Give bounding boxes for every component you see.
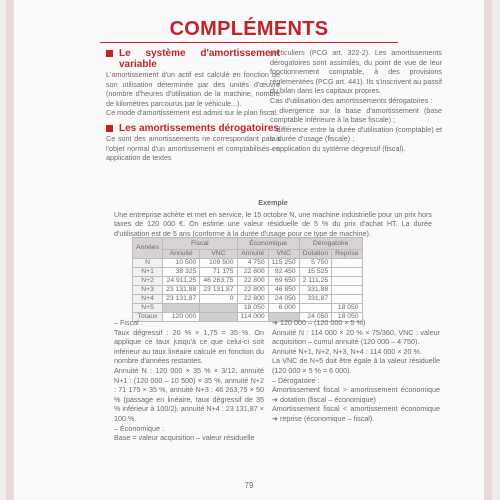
page-title: COMPLÉMENTS — [169, 18, 329, 40]
table-subheader: Annuité — [237, 250, 268, 259]
table-cell: 120 000 — [163, 313, 200, 322]
table-subheader: VNC — [200, 250, 237, 259]
bottom-left-column — [114, 318, 264, 443]
table-cell: 15 525 — [299, 268, 331, 277]
table-cell: N — [133, 259, 163, 268]
table-header-economique: Économique — [237, 238, 299, 250]
right-column — [270, 48, 442, 154]
table-cell: 5 750 — [299, 259, 331, 268]
bottom-left-line: Taux dégressif : 20 % × 1,75 = 35 %. On applique ce taux jusqu'à ce que celui-ci soit inférieur au taux linéaire calculé en fonction du nombre d'années restantes. — [114, 327, 264, 366]
table-cell: 2 111,25 — [299, 277, 331, 286]
bottom-left-line: – Économique : — [114, 423, 164, 433]
table-cell: 22 800 — [237, 268, 268, 277]
table-cell: 109 500 — [200, 259, 237, 268]
table-cell: 18 050 — [332, 304, 362, 313]
table-row — [133, 304, 363, 313]
table-cell: 71 175 — [200, 268, 237, 277]
bottom-right-line: Annuité N+1, N+2, N+3, N+4 : 114 000 × 20 %. — [272, 346, 422, 356]
left-column — [106, 48, 280, 163]
bottom-right-line: Amortissement fiscal > amortissement économique ➔ dotation (fiscal – économique) — [272, 385, 440, 404]
table-subheader: Annuité — [163, 250, 200, 259]
table-cell: N+4 — [133, 295, 163, 304]
bottom-left-line: Base = valeur acquisition – valeur résiduelle — [114, 433, 255, 443]
table-cell: 4 750 — [237, 259, 268, 268]
bottom-right-line: – Dérogatoire : — [272, 375, 320, 385]
right-paragraph-1: particuliers (PCG art. 322-2). Les amortissements dérogatoires sont assimilés, du point de vue de leur fonctionnement comptable, à des provisions réglementées (PCG art. 441). Ils s'inscrivent au passif du bilan dans les capitaux propres. — [270, 48, 442, 96]
table-row — [133, 286, 363, 295]
table-subheader: Dotation — [299, 250, 331, 259]
table-header-years: Années — [133, 238, 163, 259]
table-cell: 114 000 — [237, 313, 268, 322]
table-cell: N+3 — [133, 286, 163, 295]
table-cell: 115 250 — [268, 259, 299, 268]
table-subheader: Reprise — [332, 250, 362, 259]
table-cell: 22 800 — [237, 286, 268, 295]
table-row — [133, 259, 363, 268]
amortization-table — [132, 237, 363, 322]
table-row — [133, 268, 363, 277]
table-cell — [299, 304, 331, 313]
table-cell: 24 050 — [268, 295, 299, 304]
title-underline — [100, 42, 398, 43]
table-subheader: VNC — [268, 250, 299, 259]
right-item-2: – différence entre la durée d'utilisation (comptable) et la durée d'usage (fiscale) ; — [270, 124, 442, 144]
table-cell: 22 800 — [237, 295, 268, 304]
table-cell — [332, 277, 362, 286]
section2-body: Ce sont des amortissements ne correspondant pas à l'objet normal d'un amortissement et comptabilisés en application de textes — [106, 133, 280, 163]
table-cell — [332, 268, 362, 277]
right-paragraph-2: Cas d'utilisation des amortissements dérogatoires : — [270, 95, 433, 105]
example-text: Une entreprise achète et met en service, le 15 octobre N, une machine industrielle pour un prix hors taxes de 120 000 €. On estime une valeur résiduelle de 5 % du prix d'achat HT. La durée d'utilisation est de 5 ans (conforme à la durée d'usage pour ce type de machine). — [114, 209, 432, 238]
table-cell: N+2 — [133, 277, 163, 286]
table-cell — [163, 304, 200, 313]
table-cell: 69 650 — [268, 277, 299, 286]
section2-heading: Les amortissements dérogatoires — [106, 123, 280, 134]
table-cell: 6 000 — [268, 304, 299, 313]
table-header-derogatoire: Dérogatoire — [299, 238, 362, 250]
table-cell: 0 — [200, 295, 237, 304]
table-row — [133, 277, 363, 286]
example-block — [114, 198, 432, 238]
table-cell: N+5 — [133, 304, 163, 313]
table-cell — [332, 286, 362, 295]
table-cell: 38 325 — [163, 268, 200, 277]
bottom-left-line: – Fiscal : — [114, 318, 143, 327]
bottom-right-line: Amortissement fiscal < amortissement économique ➔ reprise (économique – fiscal). — [272, 404, 440, 423]
example-heading: Exemple — [258, 198, 288, 207]
page — [6, 0, 492, 500]
table-cell: 23 131,88 — [163, 286, 200, 295]
bottom-right-column — [272, 318, 440, 424]
page-number: 79 — [244, 481, 254, 490]
table-cell: 23 131,87 — [200, 286, 237, 295]
bottom-left-line: Annuité N : 120 000 × 35 % × 3/12, annuité N+1 : (120 000 – 10 500) × 35 %, annuité N+2 : 71 175 × 35 %, annuité N+3 : 46 263,75 × 50 % (passage en linéaire, taux dégressif de 35 % inférieur à 100/2), annuité N+4 : 23 131,87 × 100 %. — [114, 365, 264, 423]
bottom-right-line: ➔ 120 000 – (120 000 × 5 %) — [272, 318, 366, 327]
table-cell: 24 911,25 — [163, 277, 200, 286]
table-cell: N+1 — [133, 268, 163, 277]
section1-body: L'amortissement d'un actif est calculé en fonction de son utilisation déterminée par des unités d'œuvre (nombre d'heures d'utilisation de la machine, nombre de kilomètres parcourus par le véhicule...). — [106, 70, 280, 108]
bottom-right-line: Annuité N : 114 000 × 20 % × 75/360, VNC : valeur acquisition – cumul annuité (120 000 – 4 750). — [272, 327, 440, 347]
table-cell: 331,87 — [299, 295, 331, 304]
table-cell: 10 500 — [163, 259, 200, 268]
table-cell: Totaux — [133, 313, 163, 322]
section1-heading: Le système d'amortissement variable — [106, 48, 280, 70]
table-cell: 24 050 — [299, 313, 331, 322]
table-header-fiscal: Fiscal — [163, 238, 238, 250]
table-row — [133, 295, 363, 304]
right-item-1: – divergence sur la base d'amortissement (base comptable inférieure à la base fiscale) ; — [270, 105, 442, 125]
table-cell: 18 050 — [332, 313, 362, 322]
table-cell: 92 450 — [268, 268, 299, 277]
table-cell — [200, 304, 237, 313]
table-cell — [332, 259, 362, 268]
table-cell — [332, 295, 362, 304]
table-cell: 18 050 — [237, 304, 268, 313]
table-cell: 46 263,75 — [200, 277, 237, 286]
right-item-3: – application du système dégressif (fiscal). — [270, 143, 406, 153]
table-cell: 46 850 — [268, 286, 299, 295]
table-cell: 22 800 — [237, 277, 268, 286]
table-cell: 331,88 — [299, 286, 331, 295]
bottom-right-line: La VNC de N+5 doit être égale à la valeur résiduelle (120 000 × 5 % = 6 000). — [272, 356, 440, 375]
section1-body2: Ce mode d'amortissement est admis sur le plan fiscal. — [106, 108, 278, 118]
table-cell: 23 131,87 — [163, 295, 200, 304]
